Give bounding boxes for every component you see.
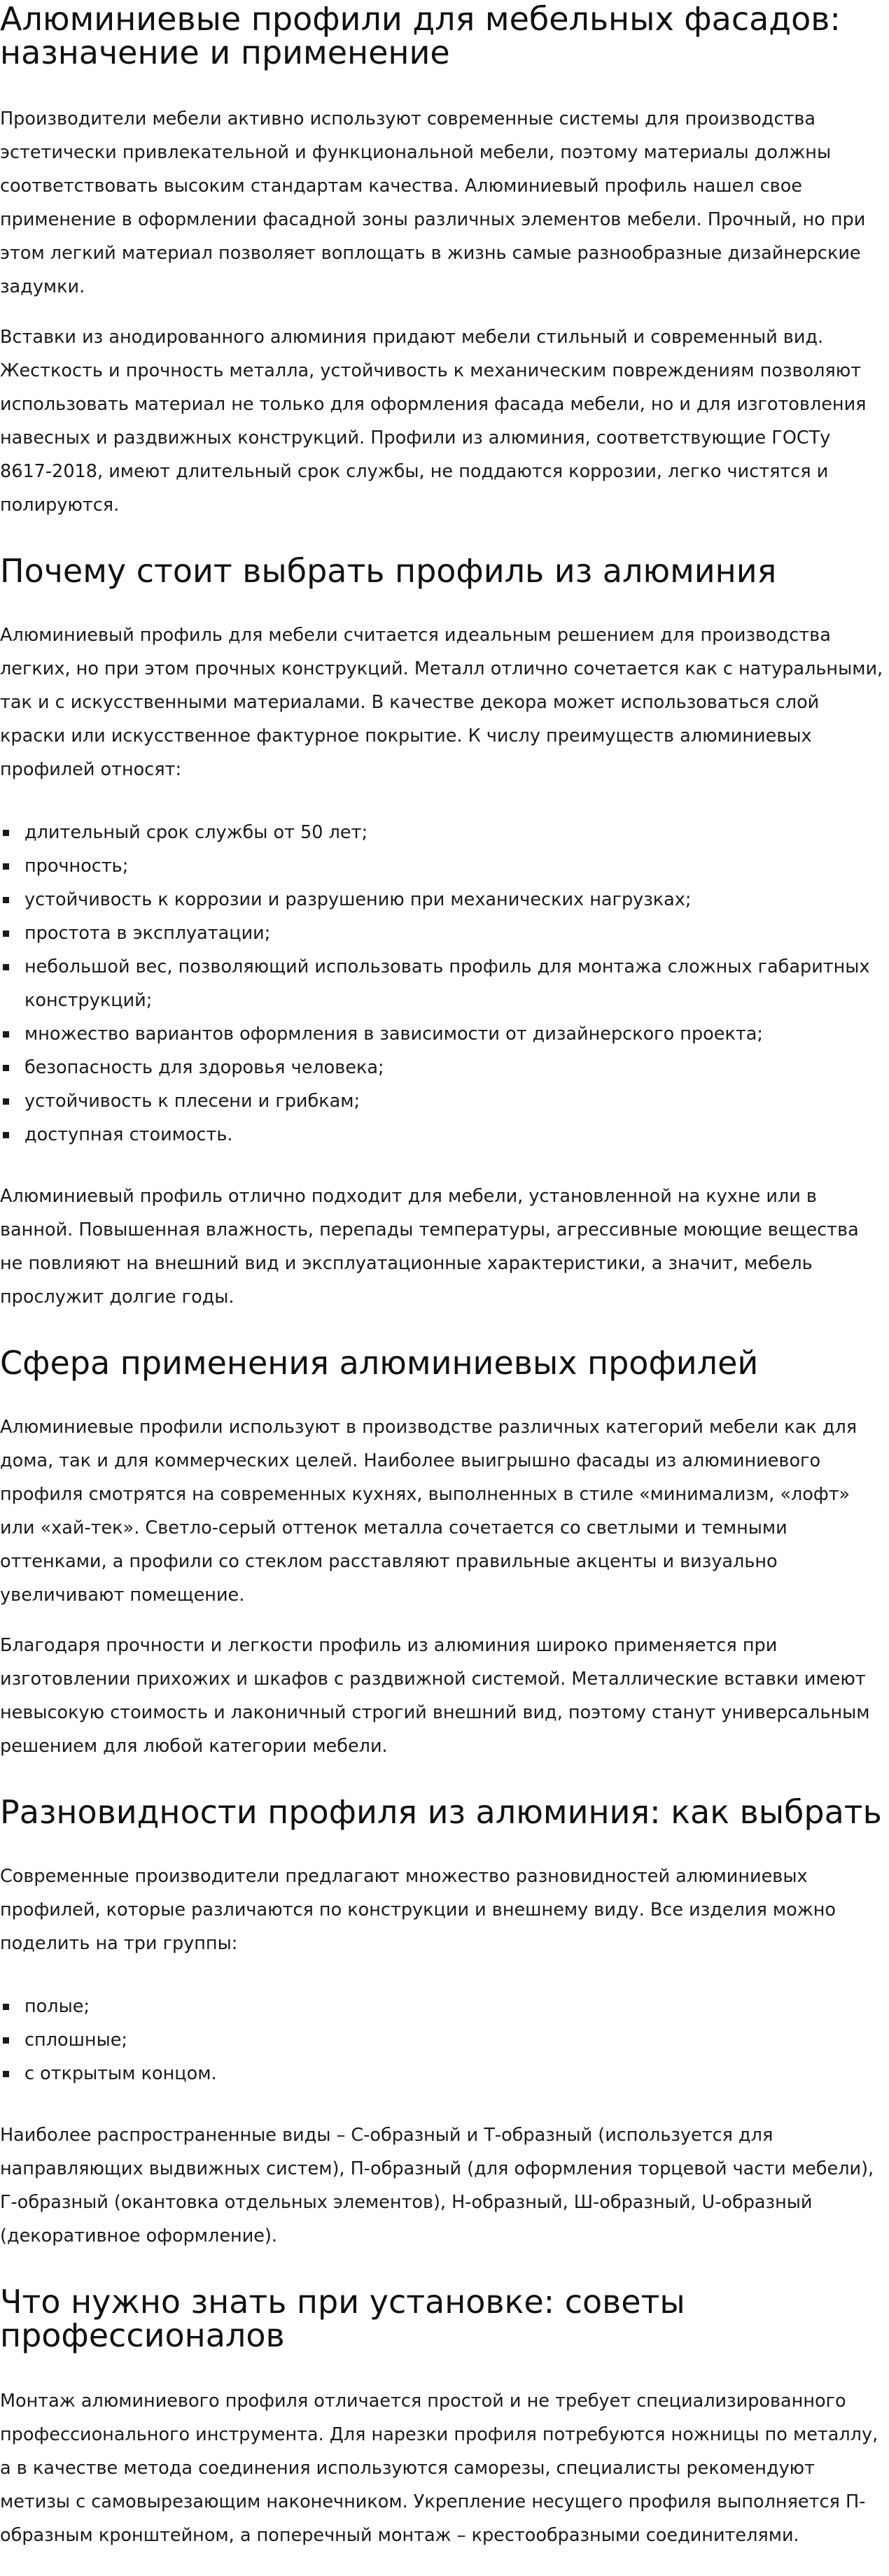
why-lead-paragraph: Алюминиевый профиль для мебели считается идеальным решением для производства легких, но при этом прочных конструкций. Металл отлично сочетается как с натуральными, так и с искусственными материалами. В качестве декора может использоваться слой краски или искусственное фактурное покрытие. К числу преимуществ алюминиевых профилей относят: — [0, 625, 883, 780]
list-item: безопасность для здоровья человека; — [0, 1051, 886, 1084]
list-item: сплошные; — [0, 2023, 886, 2057]
scope-paragraph-2: Благодаря прочности и легкости профиль из алюминия широко применяется при изготовлении прихожих и шкафов с раздвижной системой. Металлические вставки имеют невысокую стоимость и лаконичный строгий внешний вид, поэтому станут универсальным решением для любой категории мебели. — [0, 1635, 870, 1757]
page-title: Алюминиевые профили для мебельных фасадов: назначение и применение — [0, 0, 841, 71]
list-item: устойчивость к коррозии и разрушению при механических нагрузках; — [0, 883, 886, 917]
section-heading-why: Почему стоит выбрать профиль из алюминия — [0, 552, 777, 590]
intro-paragraph-2: Вставки из анодированного алюминия придают мебели стильный и современный вид. Жесткость и прочность металла, устойчивость к механическим повреждениям позволяют использовать материал не только для оформления фасада мебели, но и для изготовления навесных и раздвижных конструкций. Профили из алюминия, соответствующие ГОСТу 8617-2018, имеют длительный срок службы, не поддаются коррозии, легко чистятся и полируются. — [0, 327, 867, 516]
types-lead-paragraph: Современные производители предлагают множество разновидностей алюминиевых профилей, которые различаются по конструкции и внешнему виду. Все изделия можно поделить на три группы: — [0, 1866, 836, 1954]
section-heading-install: Что нужно знать при установке: советы профессионалов — [0, 2283, 685, 2354]
install-paragraph: Монтаж алюминиевого профиля отличается простой и не требует специализированного профессионального инструмента. Для нарезки профиля потребуются ножницы по металлу, а в качестве метода соединения используются саморезы, специалисты рекомендуют метизы с самовырезающим наконечником. Укрепление несущего профиля выполняется П-образным кронштейном, а поперечный монтаж – крестообразными соединителями. — [0, 2391, 878, 2546]
list-item: простота в эксплуатации; — [0, 917, 886, 950]
scope-paragraph-1: Алюминиевые профили используют в производстве различных категорий мебели как для дома, так и для коммерческих целей. Наиболее выигрышно фасады из алюминиевого профиля смотрятся на современных кухнях, выполненных в стиле «минимализм, «лофт» или «хай-тек». Светло-серый оттенок металла сочетается со светлыми и темными оттенками, а профили со стеклом расставляют правильные акценты и визуально увеличивают помещение. — [0, 1417, 858, 1606]
list-item: с открытым концом. — [0, 2057, 886, 2090]
list-item: множество вариантов оформления в зависимости от дизайнерского проекта; — [0, 1017, 886, 1051]
types-after-paragraph: Наиболее распространенные виды – С-образный и Т-образный (используется для направляющих выдвижных систем), П-образный (для оформления торцевой части мебели), Г-образный (окантовка отдельных элементов), Н-образный, Ш-образный, U-образный (декоративное оформление). — [0, 2125, 874, 2246]
section-heading-scope: Сфера применения алюминиевых профилей — [0, 1344, 759, 1382]
list-item: доступная стоимость. — [0, 1118, 886, 1152]
section-heading-types: Разновидности профиля из алюминия: как выбрать — [0, 1793, 882, 1831]
profile-groups-list — [0, 1990, 886, 2090]
list-item: полые; — [0, 1990, 886, 2023]
intro-paragraph-1: Производители мебели активно используют современные системы для производства эстетически привлекательной и функциональной мебели, поэтому материалы должны соответствовать высоким стандартам качества. Алюминиевый профиль нашел свое применение в оформлении фасадной зоны различных элементов мебели. Прочный, но при этом легкий материал позволяет воплощать в жизнь самые разнообразные дизайнерские задумки. — [0, 108, 866, 297]
list-item: длительный срок службы от 50 лет; — [0, 816, 886, 849]
advantages-list — [0, 816, 886, 1152]
list-item: небольшой вес, позволяющий использовать профиль для монтажа сложных габаритных конструкций; — [0, 950, 886, 1017]
list-item: устойчивость к плесени и грибкам; — [0, 1084, 886, 1118]
why-after-paragraph: Алюминиевый профиль отлично подходит для мебели, установленной на кухне или в ванной. Повышенная влажность, перепады температуры, агрессивные моющие вещества не повлияют на внешний вид и эксплуатационные характеристики, а значит, мебель прослужит долгие годы. — [0, 1186, 859, 1308]
list-item: прочность; — [0, 849, 886, 883]
